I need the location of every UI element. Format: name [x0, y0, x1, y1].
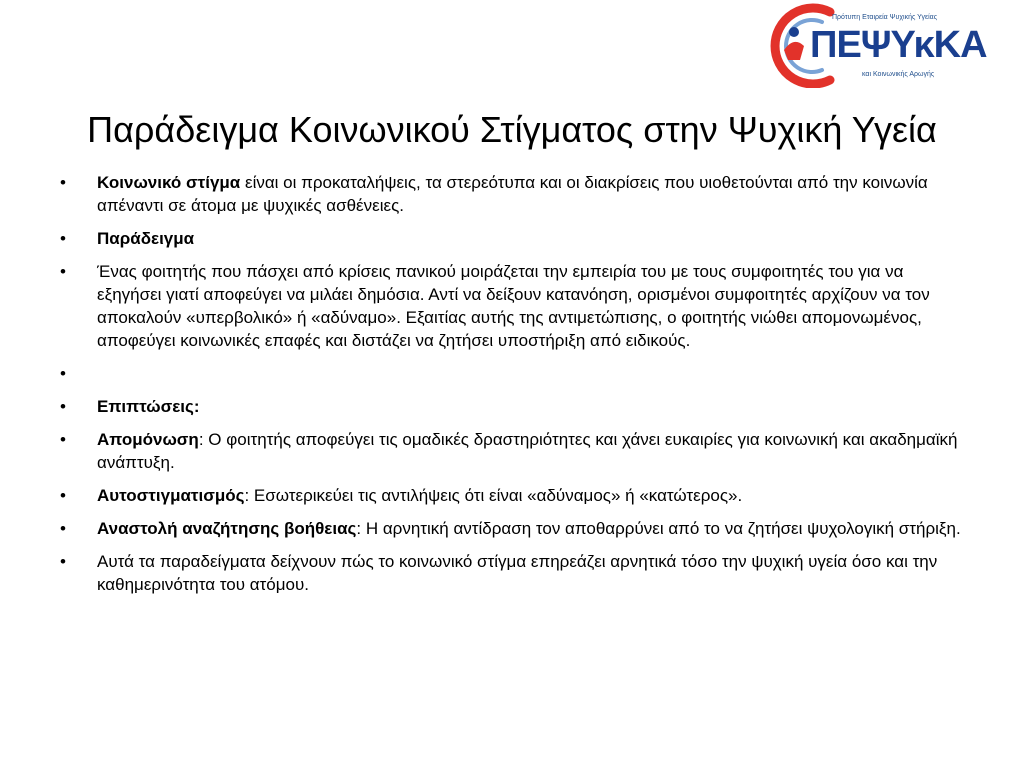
bullet-text [97, 486, 742, 505]
bullet-body-text: είναι οι προκαταλήψεις, τα στερεότυπα και οι διακρίσεις που υιοθετούνται από την κοινωνία απέναντι σε άτομα με ψυχικές ασθένειες. [97, 173, 928, 215]
slide-title: Παράδειγμα Κοινωνικού Στίγματος στην Ψυχική Υγεία [87, 109, 937, 150]
bullet-bold-text: Αυτοστιγματισμός [97, 486, 245, 505]
bullet-bold-text: Επιπτώσεις: [97, 397, 200, 416]
bullet-item [60, 395, 970, 418]
bullet-text [97, 173, 928, 215]
logo-figure-head [789, 27, 799, 37]
bullet-item [60, 550, 970, 596]
bullet-icon: • [60, 486, 66, 505]
logo-subtitle-bottom: και Κοινωνικής Αρωγής [862, 71, 935, 78]
bullet-list [60, 171, 970, 606]
logo-subtitle-top: Πρότυπη Εταιρεία Ψυχικής Υγείας [832, 14, 938, 21]
bullet-text [97, 229, 194, 248]
bullet-text [97, 397, 200, 416]
logo-wordmark: ΠΕΨΥκΚΑ [810, 24, 987, 66]
bullet-bold-text: Αναστολή αναζήτησης βοήθειας [97, 519, 357, 538]
bullet-icon: • [60, 552, 66, 571]
bullet-text [97, 262, 930, 350]
bullet-icon: • [60, 364, 66, 383]
bullet-text [97, 552, 937, 594]
bullet-item [60, 517, 970, 540]
bullet-body-text: : Η αρνητική αντίδραση τον αποθαρρύνει από το να ζητήσει ψυχολογική στήριξη. [356, 519, 961, 538]
bullet-icon: • [60, 229, 66, 248]
bullet-item [60, 362, 970, 385]
bullet-item [60, 260, 970, 352]
bullet-icon: • [60, 262, 66, 281]
bullet-icon: • [60, 397, 66, 416]
bullet-item [60, 428, 970, 474]
bullet-icon: • [60, 173, 66, 192]
bullet-text [97, 519, 961, 538]
bullet-bold-text: Απομόνωση [97, 430, 199, 449]
logo [770, 2, 990, 88]
bullet-bold-text: Παράδειγμα [97, 229, 195, 248]
bullet-icon: • [60, 519, 66, 538]
bullet-text [97, 430, 958, 472]
bullet-body-text: : Εσωτερικεύει τις αντιλήψεις ότι είναι «αδύναμος» ή «κατώτερος». [244, 486, 743, 505]
bullet-item [60, 171, 970, 217]
bullet-body-text: : Ο φοιτητής αποφεύγει τις ομαδικές δραστηριότητες και χάνει ευκαιρίες για κοινωνική και ακαδημαϊκή ανάπτυξη. [97, 430, 958, 472]
bullet-body-text: Αυτά τα παραδείγματα δείχνουν πώς το κοινωνικό στίγμα επηρεάζει αρνητικά τόσο την ψυχική υγεία όσο και την καθημερινότητα του ατόμου. [97, 552, 938, 594]
bullet-item [60, 484, 970, 507]
bullet-icon: • [60, 430, 66, 449]
bullet-body-text: Ένας φοιτητής που πάσχει από κρίσεις πανικού μοιράζεται την εμπειρία του με τους συμφοιτητές του για να εξηγήσει γιατί αποφεύγει να μιλάει δημόσια. Αντί να δείξουν κατανόηση, ορισμένοι συμφοιτητές αρχίζουν να τον αποκαλούν «υπερβολικό» ή «αδύναμο». Εξαιτίας αυτής της αντιμετώπισης, ο φοιτητής νιώθει απομονωμένος, αποφεύγει κοινωνικές επαφές και διστάζει να ζητήσει υποστήριξη από ειδικούς. [97, 262, 930, 350]
bullet-bold-text: Κοινωνικό στίγμα [97, 173, 241, 192]
bullet-item [60, 227, 970, 250]
